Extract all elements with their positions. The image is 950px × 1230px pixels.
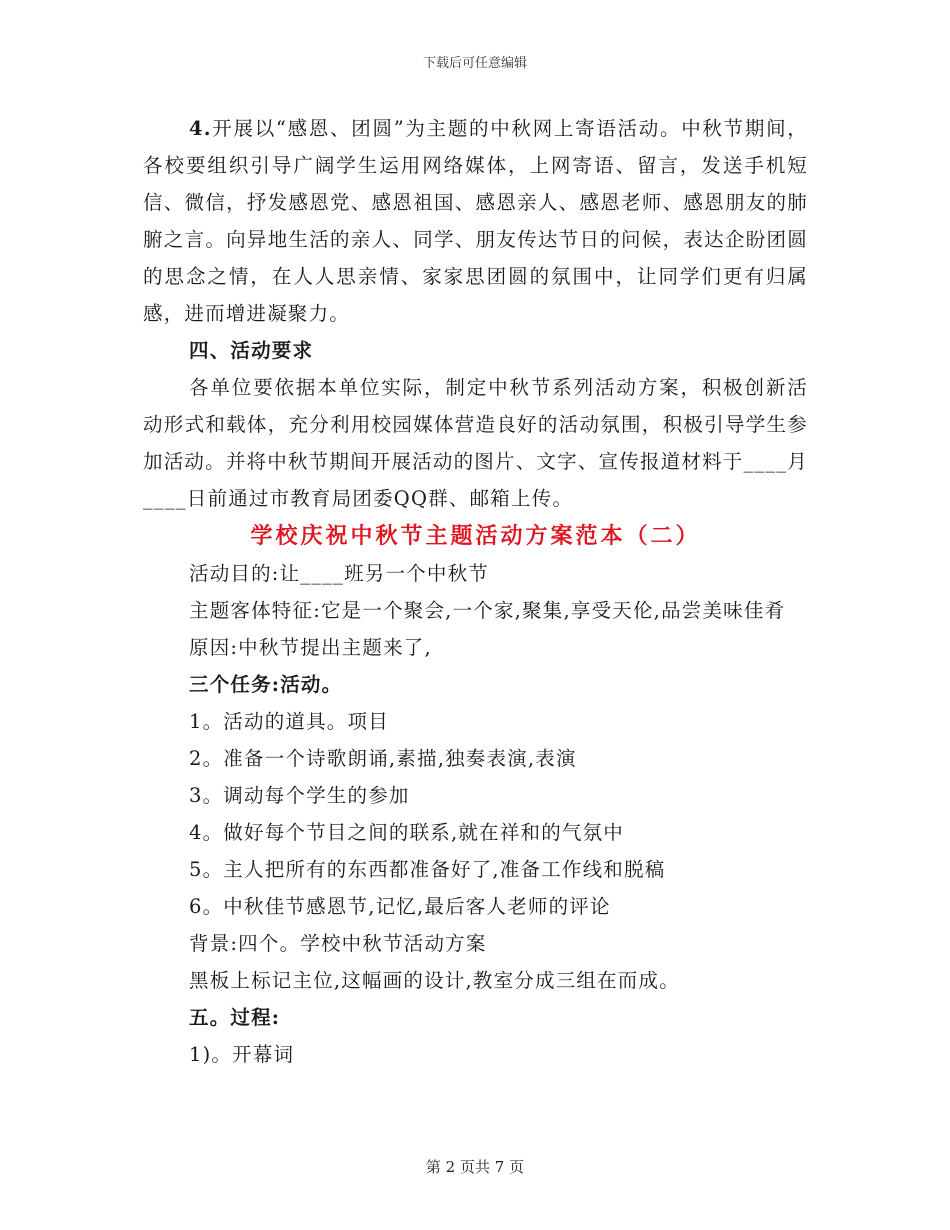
background-line: 背景:四个。学校中秋节活动方案 bbox=[189, 932, 487, 955]
section-two-body bbox=[143, 555, 808, 1073]
item-4-number: 4. bbox=[189, 117, 212, 140]
process-step-1: 1)。开幕词 bbox=[189, 1043, 295, 1066]
list-item: 1。活动的道具。项目 bbox=[189, 710, 389, 733]
requirements-paragraph: 各单位要依据本单位实际，制定中秋节系列活动方案，积极创新活动形式和载体，充分利用校园媒体营造良好的活动氛围，积极引导学生参加活动。并将中秋节期间开展活动的图片、文字、宣传报道材料于____月____日前通过市教育局团委QQ群、邮箱上传。 bbox=[143, 376, 808, 510]
document-body bbox=[143, 110, 808, 1073]
section-heading-requirements: 四、活动要求 bbox=[189, 339, 314, 362]
item-4-text: 开展以“感恩、团圆”为主题的中秋网上寄语活动。中秋节期间，各校要组织引导广阔学生运用网络媒体，上网寄语、留言，发送手机短信、微信，抒发感恩党、感恩祖国、感恩亲人、感恩老师、感恩朋友的肺腑之言。向异地生活的亲人、同学、朋友传达节日的问候，表达企盼团圆的思念之情，在人人思亲情、家家思团圆的氛围中，让同学们更有归属感，进而增进凝聚力。 bbox=[143, 117, 808, 325]
page-footer: 第 2 页共 7 页 bbox=[425, 1158, 525, 1176]
tasks-heading: 三个任务:活动。 bbox=[189, 673, 343, 696]
item-4-paragraph bbox=[143, 110, 808, 332]
purpose-line: 活动目的:让____班另一个中秋节 bbox=[189, 562, 489, 585]
list-item: 3。调动每个学生的参加 bbox=[189, 784, 410, 807]
list-item: 4。做好每个节目之间的联系,就在祥和的气氛中 bbox=[189, 821, 625, 844]
reason-line: 原因:中秋节提出主题来了, bbox=[189, 636, 432, 659]
list-item: 5。主人把所有的东西都准备好了,准备工作线和脱稿 bbox=[189, 858, 666, 881]
blackboard-line: 黑板上标记主位,这幅画的设计,教室分成三组在而成。 bbox=[189, 969, 680, 992]
list-item: 2。准备一个诗歌朗诵,素描,独奏表演,表演 bbox=[189, 747, 577, 770]
list-item: 6。中秋佳节感恩节,记忆,最后客人老师的评论 bbox=[189, 895, 611, 918]
page-header: 下载后可任意编辑 bbox=[422, 56, 527, 71]
feature-paragraph: 主题客体特征:它是一个聚会,一个家,聚集,享受天伦,品尝美味佳肴 bbox=[189, 599, 786, 622]
process-heading: 五。过程: bbox=[189, 1006, 281, 1029]
document-title: 学校庆祝中秋节主题活动方案范本（二） bbox=[250, 523, 701, 549]
